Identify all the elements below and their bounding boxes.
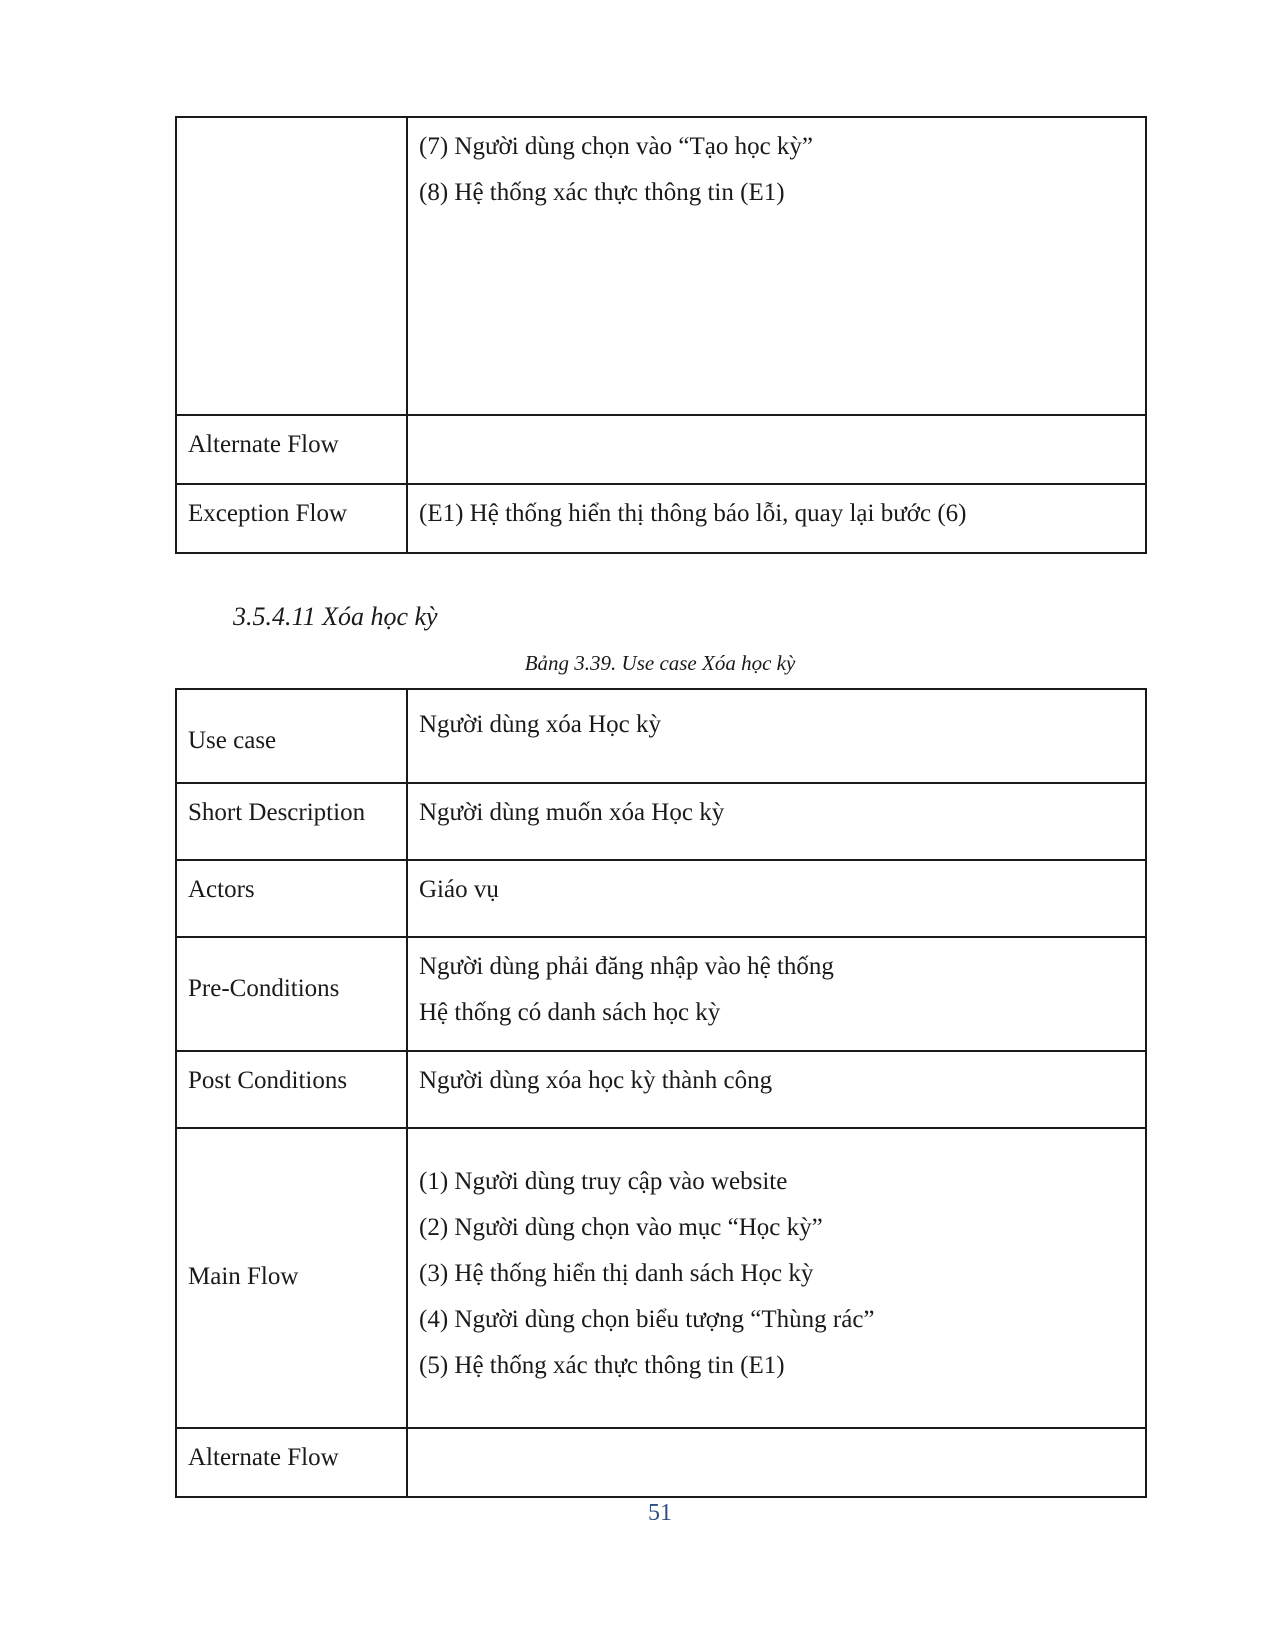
alternate-flow-row: [176, 1428, 1146, 1497]
alternate-flow-label: Alternate Flow: [176, 1428, 407, 1497]
pre-conditions-label: Pre-Conditions: [176, 937, 407, 1051]
pre-conditions-row: [176, 937, 1146, 1051]
main-flow-continued-label: [176, 117, 407, 415]
short-description-row: [176, 783, 1146, 860]
short-description-label: Short Description: [176, 783, 407, 860]
use-case-row: [176, 689, 1146, 783]
main-flow-step: (8) Hệ thống xác thực thông tin (E1): [419, 179, 785, 206]
use-case-value: Người dùng xóa Học kỳ: [407, 689, 1146, 783]
post-conditions-value: Người dùng xóa học kỳ thành công: [407, 1051, 1146, 1128]
post-conditions-row: [176, 1051, 1146, 1128]
exception-flow-row: [176, 484, 1146, 553]
alternate-flow-row: [176, 415, 1146, 484]
short-description-value: Người dùng muốn xóa Học kỳ: [407, 783, 1146, 860]
post-conditions-label: Post Conditions: [176, 1051, 407, 1128]
actors-value: Giáo vụ: [407, 860, 1146, 937]
use-case-table: [175, 688, 1147, 1498]
pre-conditions-values: [407, 937, 1146, 1051]
use-case-table-continued: [175, 116, 1147, 554]
exception-flow-label: Exception Flow: [176, 484, 407, 553]
main-flow-label: Main Flow: [176, 1128, 407, 1428]
exception-flow-value: (E1) Hệ thống hiển thị thông báo lỗi, quay lại bước (6): [407, 484, 1146, 553]
main-flow-step: (7) Người dùng chọn vào “Tạo học kỳ”: [419, 133, 814, 160]
page-number: 51: [648, 1500, 672, 1526]
main-flow-step: (4) Người dùng chọn biểu tượng “Thùng rác”: [419, 1306, 875, 1333]
main-flow-steps: [407, 1128, 1146, 1428]
section-heading: 3.5.4.11 Xóa học kỳ: [233, 602, 438, 631]
table-caption: Bảng 3.39. Use case Xóa học kỳ: [524, 651, 796, 675]
alternate-flow-value: [407, 1428, 1146, 1497]
pre-condition-item: Hệ thống có danh sách học kỳ: [419, 999, 721, 1026]
alternate-flow-label: Alternate Flow: [176, 415, 407, 484]
alternate-flow-value: [407, 415, 1146, 484]
main-flow-step: (2) Người dùng chọn vào mục “Học kỳ”: [419, 1214, 823, 1241]
actors-row: [176, 860, 1146, 937]
main-flow-row: [176, 1128, 1146, 1428]
main-flow-step: (3) Hệ thống hiển thị danh sách Học kỳ: [419, 1260, 814, 1287]
pre-condition-item: Người dùng phải đăng nhập vào hệ thống: [419, 953, 834, 980]
main-flow-continued-steps: [407, 117, 1146, 415]
actors-label: Actors: [176, 860, 407, 937]
use-case-label: Use case: [176, 689, 407, 783]
main-flow-continued-row: [176, 117, 1146, 415]
main-flow-step: (1) Người dùng truy cập vào website: [419, 1168, 788, 1195]
main-flow-step: (5) Hệ thống xác thực thông tin (E1): [419, 1352, 785, 1379]
